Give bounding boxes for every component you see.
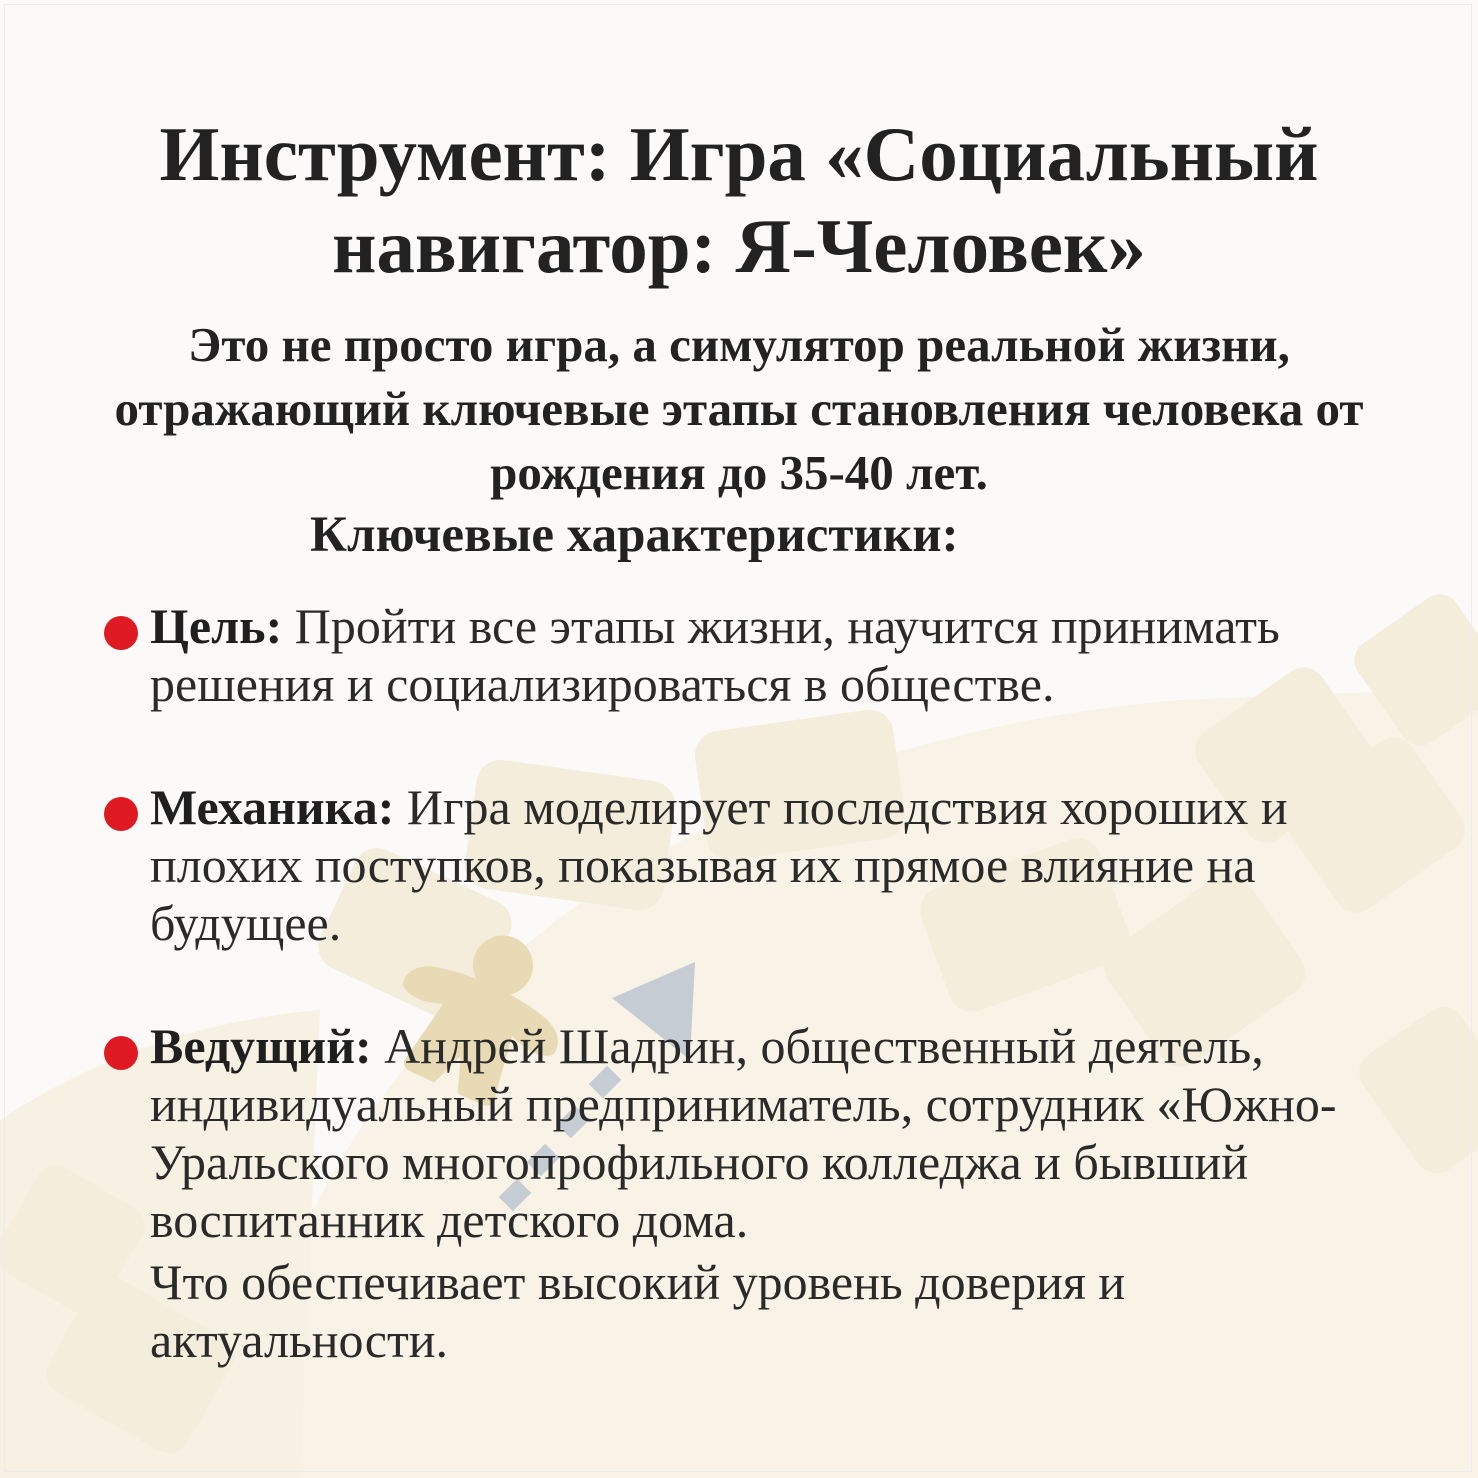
feature-text xyxy=(150,1017,1420,1249)
feature-item-goal xyxy=(150,597,1420,713)
feature-text xyxy=(150,778,1420,952)
bullet-icon xyxy=(104,1036,138,1070)
feature-label: Цель: xyxy=(150,598,283,654)
feature-text xyxy=(150,597,1420,713)
key-features-heading: Ключевые характеристики: xyxy=(310,507,959,563)
bullet-icon xyxy=(104,797,138,831)
feature-note: Что обеспечивает высокий уровень доверия и актуальности. xyxy=(150,1254,1126,1368)
feature-description: Пройти все этапы жизни, научится принимать решения и социализироваться в обществе. xyxy=(150,598,1280,712)
slide-subtitle: Это не просто игра, а симулятор реальной жизни, отражающий ключевые этапы становления человека от рождения до 35-40 лет. xyxy=(114,317,1364,500)
feature-description: Игра моделирует последствия хороших и плохих поступков, показывая их прямое влияние на будущее. xyxy=(150,779,1288,951)
feature-description: Андрей Шадрин, общественный деятель, индивидуальный предприниматель, сотрудник «Южно-Уральского многопрофильного колледжа и бывший воспитанник детского дома. xyxy=(150,1018,1337,1248)
feature-item-host xyxy=(150,1017,1420,1369)
feature-label: Ведущий: xyxy=(150,1018,372,1074)
feature-item-mechanics xyxy=(150,778,1420,952)
bullet-icon xyxy=(104,616,138,650)
slide-title: Инструмент: Игра «Социальный навигатор: Я-Человек» xyxy=(159,111,1319,289)
feature-label: Механика: xyxy=(150,779,395,835)
